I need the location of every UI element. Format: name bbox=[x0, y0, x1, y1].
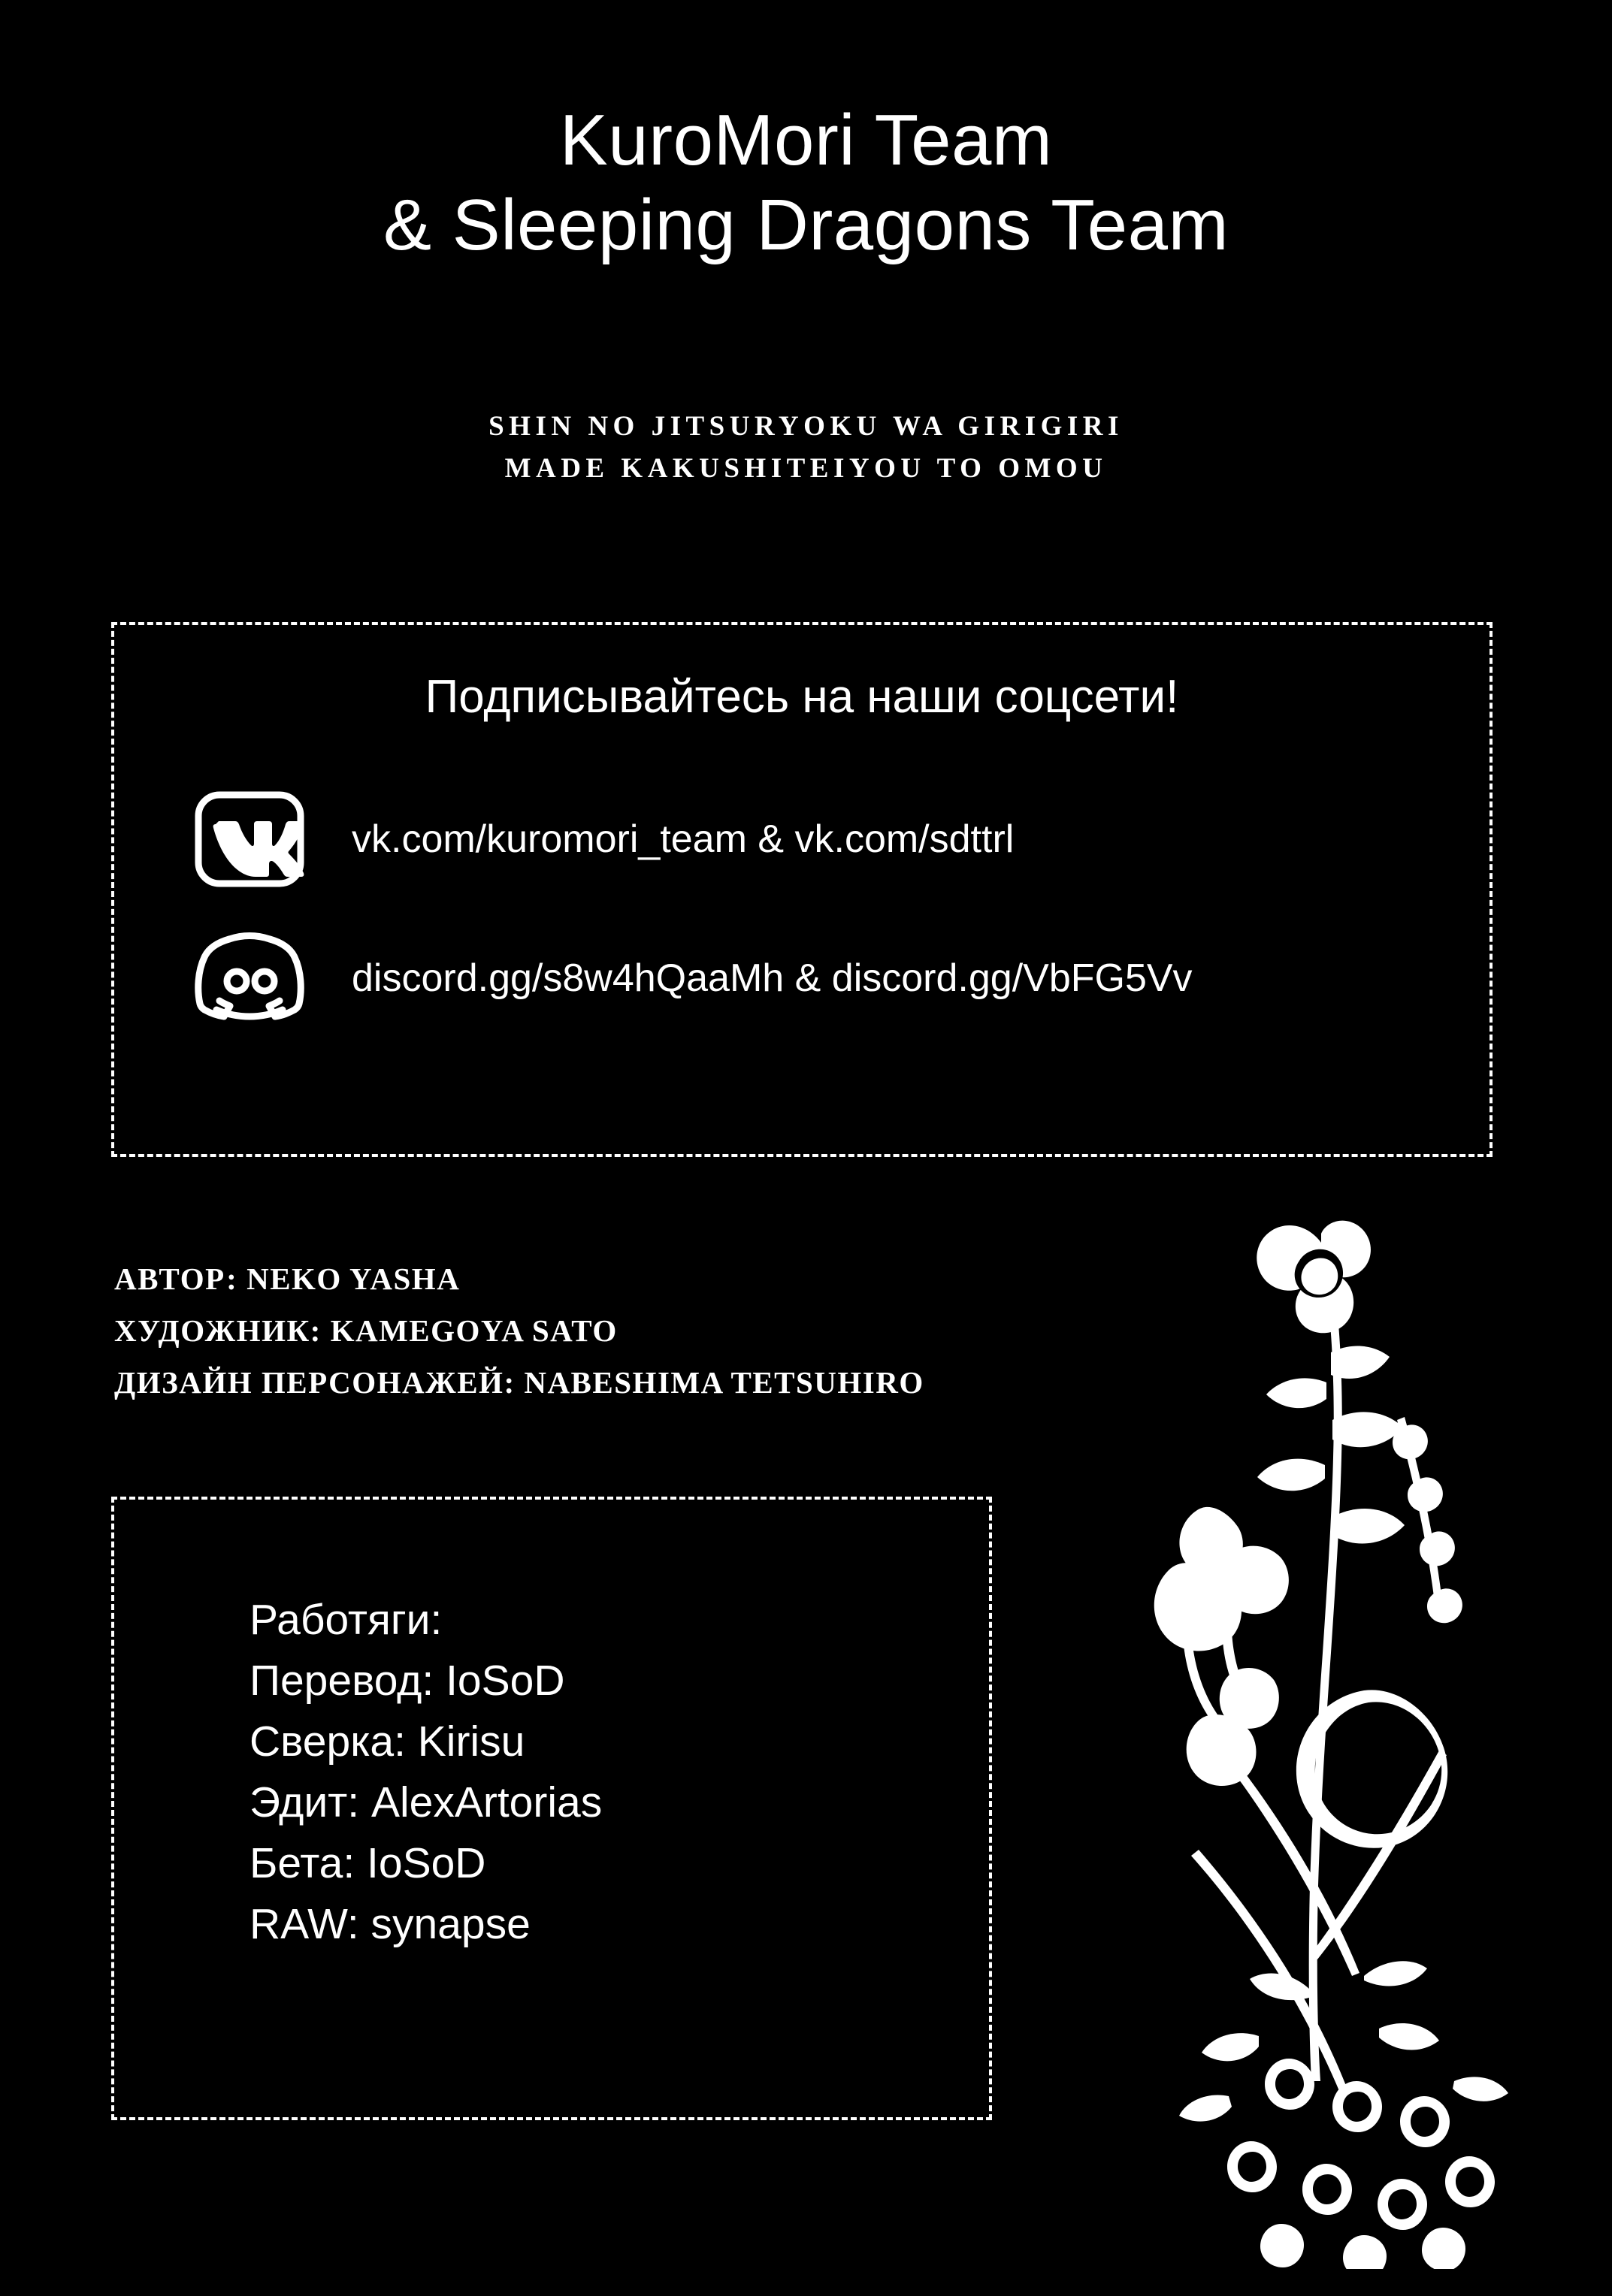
social-heading: Подписывайтесь на наши соцсети! bbox=[425, 671, 1179, 723]
staff-beta: Бета: IoSoD bbox=[250, 1838, 486, 1887]
social-links-panel bbox=[111, 622, 1493, 1157]
credits-block bbox=[114, 1253, 924, 1409]
staff-panel bbox=[111, 1497, 992, 2120]
title-line-1: KuroMori Team bbox=[559, 100, 1053, 180]
discord-icon bbox=[189, 926, 310, 1031]
staff-list bbox=[250, 1590, 602, 1955]
title-line-2: & Sleeping Dragons Team bbox=[383, 185, 1229, 266]
credit-author: АВТОР: NEKO YASHA bbox=[114, 1261, 461, 1296]
social-link-discord[interactable] bbox=[189, 926, 1193, 1031]
vk-icon bbox=[189, 787, 310, 892]
page-title bbox=[0, 98, 1612, 268]
social-link-vk[interactable] bbox=[189, 787, 1014, 892]
floral-illustration bbox=[1139, 1195, 1529, 2269]
credit-character-design: ДИЗАЙН ПЕРСОНАЖЕЙ: NABESHIMA TETSUHIRO bbox=[114, 1364, 924, 1400]
vk-link-text: vk.com/kuromori_team & vk.com/sdttrl bbox=[352, 817, 1015, 861]
staff-edit: Эдит: AlexArtorias bbox=[250, 1778, 603, 1826]
staff-proofread: Сверка: Kirisu bbox=[250, 1717, 525, 1766]
subtitle-line-2: MADE KAKUSHITEIYOU TO OMOU bbox=[504, 452, 1108, 484]
subtitle-line-1: SHIN NO JITSURYOKU WA GIRIGIRI bbox=[488, 411, 1124, 442]
discord-link-text: discord.gg/s8w4hQaaMh & discord.gg/VbFG5Vv bbox=[352, 956, 1193, 1000]
staff-raw: RAW: synapse bbox=[250, 1899, 531, 1948]
staff-heading: Работяги: bbox=[250, 1596, 443, 1644]
credit-artist: ХУДОЖНИК: KAMEGOYA SATO bbox=[114, 1313, 618, 1348]
series-subtitle bbox=[0, 406, 1612, 489]
staff-translation: Перевод: IoSoD bbox=[250, 1656, 565, 1705]
